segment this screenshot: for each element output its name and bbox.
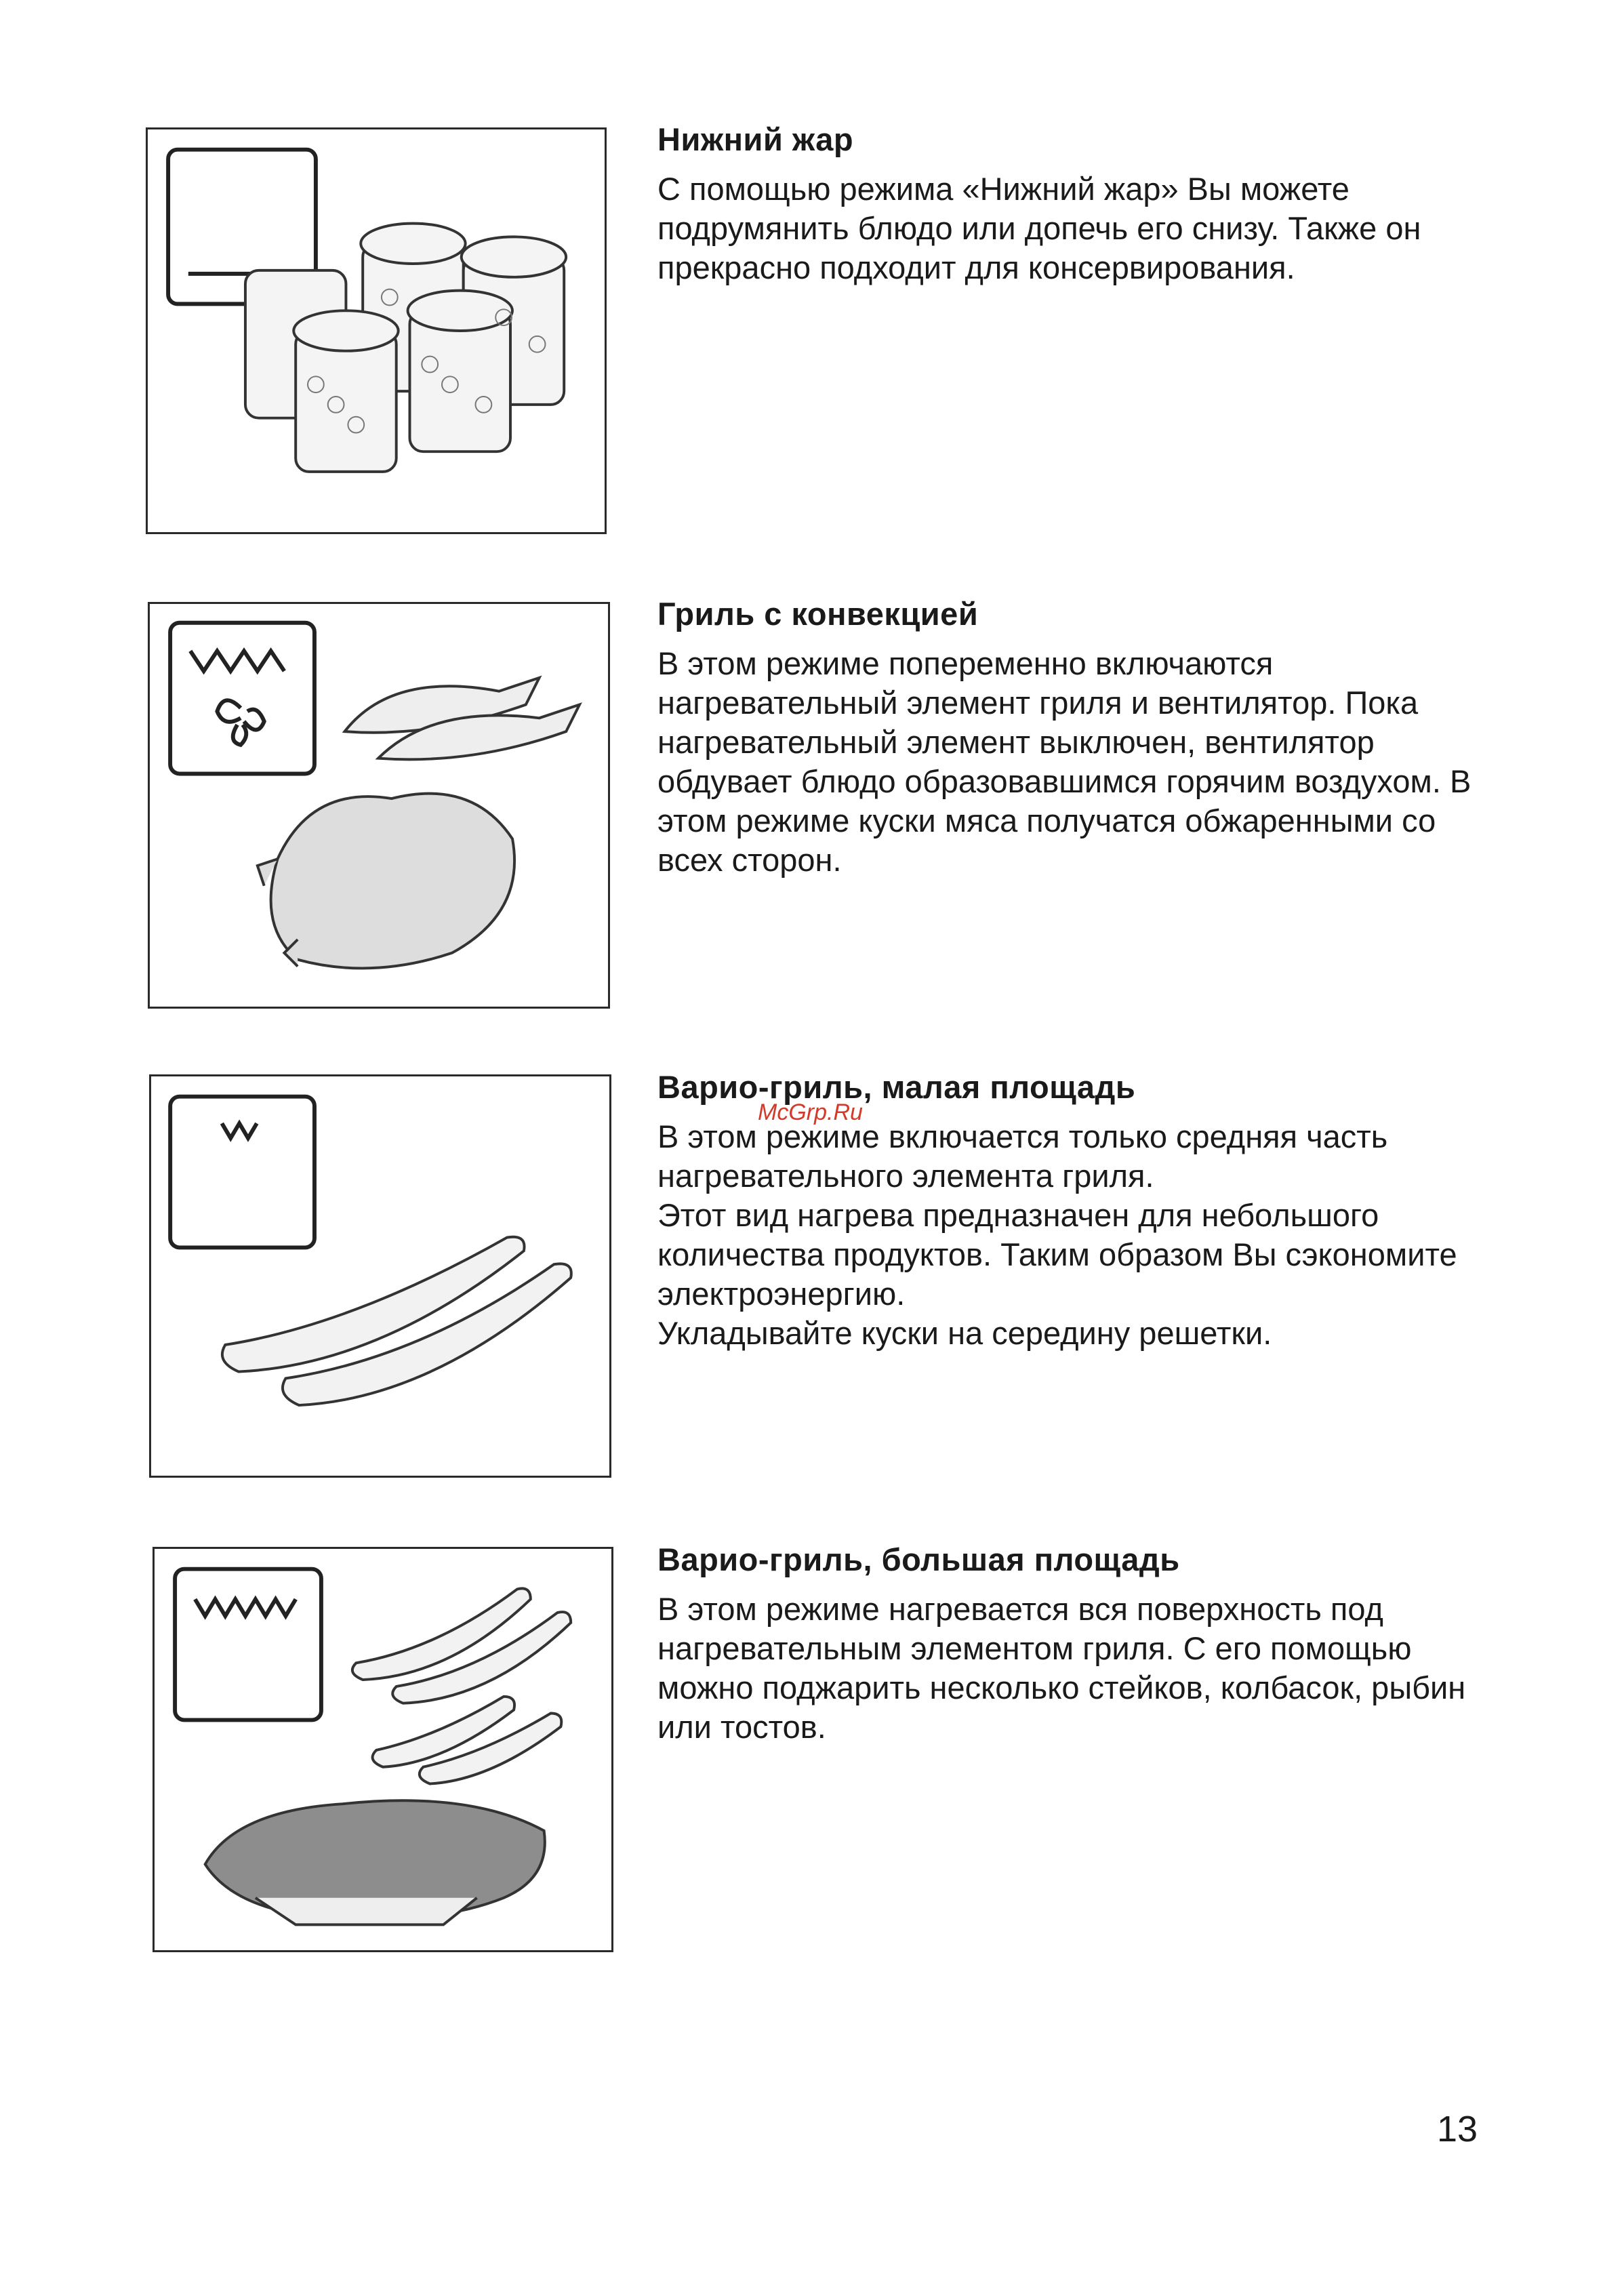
illustration-vario-grill-small xyxy=(149,1074,611,1478)
section-body: В этом режиме попеременно включаются нагревательный элемент гриля и вентилятор. Пока нагревательный элемент выключен, вентилятор обдувает блюдо образовавшимся горячим воздухом. В этом режиме куски мяса получатся обжаренными со всех сторон. xyxy=(657,645,1471,878)
watermark: McGrp.Ru xyxy=(758,1099,863,1125)
illustration-vario-grill-large xyxy=(153,1547,613,1952)
sausages-illustration xyxy=(151,1076,609,1476)
illustration-grill-convection xyxy=(148,602,610,1009)
section-body: С помощью режима «Нижний жар» Вы можете подрумянить блюдо или допечь его снизу. Также он прекрасно подходит для консервирования. xyxy=(657,170,1421,285)
section-title: Варио-гриль, малая площадь xyxy=(657,1069,1136,1105)
section-title: Варио-гриль, большая площадь xyxy=(657,1541,1180,1577)
section-title: Нижний жар xyxy=(657,121,854,157)
section-body xyxy=(657,1117,1498,1353)
fish-chicken-illustration xyxy=(150,604,608,1007)
body-line: Этот вид нагрева предназначен для небольшого количества продуктов. Таким образом Вы сэкономите электроэнергию. xyxy=(657,1196,1457,1312)
page-number: 13 xyxy=(1437,2109,1478,2149)
section-body: В этом режиме нагревается вся поверхность под нагревательным элементом гриля. С его помощью можно поджарить несколько стейков, колбасок, рыбин или тостов. xyxy=(657,1590,1466,1745)
grill-fan-icon xyxy=(170,623,314,774)
grill-large-icon xyxy=(175,1569,321,1720)
illustration-bottom-heat xyxy=(146,127,607,534)
body-line: В этом режиме включается только средняя часть нагревательного элемента гриля. xyxy=(657,1118,1388,1194)
section-vario-grill-large xyxy=(657,1542,1498,1747)
steak-sausages-illustration xyxy=(155,1549,611,1950)
grill-small-icon xyxy=(170,1097,314,1248)
jars-illustration xyxy=(148,129,605,532)
body-line: Укладывайте куски на середину решетки. xyxy=(657,1314,1272,1351)
section-grill-convection xyxy=(657,597,1498,880)
section-bottom-heat xyxy=(657,122,1498,287)
section-title: Гриль с конвекцией xyxy=(657,596,979,632)
